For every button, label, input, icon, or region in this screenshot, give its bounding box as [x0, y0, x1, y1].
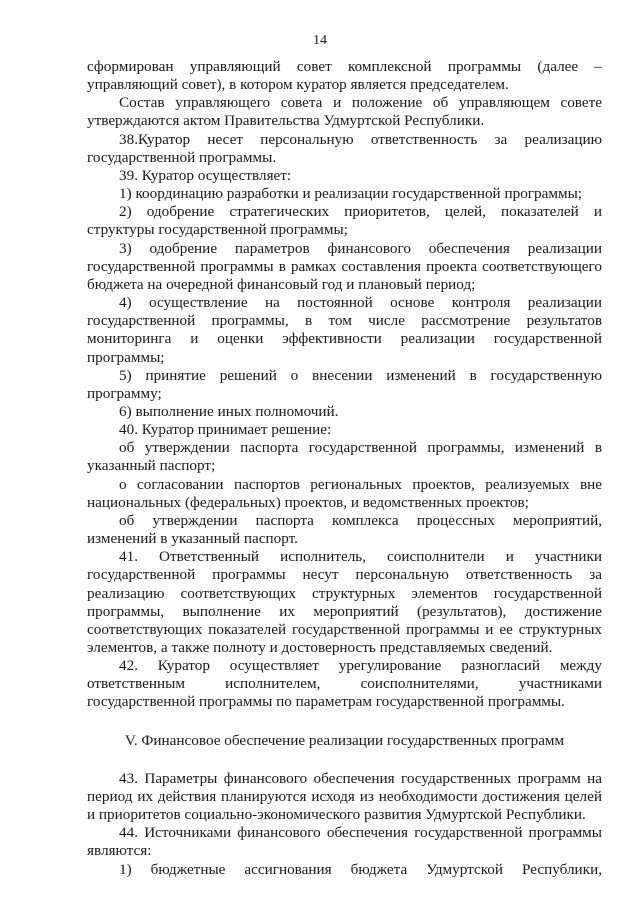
list-item-39-1: 1) координацию разработки и реализации государственной программы;: [119, 185, 582, 203]
paragraph-council-composition: Состав управляющего совета и положение об управляющем совете утверждаются актом Правительства Удмуртской Республики.: [87, 94, 602, 130]
paragraph-continuation: сформирован управляющий совет комплексной программы (далее – управляющий совет), в котором куратор является председателем.: [87, 58, 602, 94]
paragraph-42: 42. Куратор осуществляет урегулирование разногласий между ответственным исполнителем, соисполнителями, участниками государственной программы по параметрам государственной программы.: [87, 657, 602, 711]
list-item-44-1: 1) бюджетные ассигнования бюджета Удмуртской Республики,: [119, 860, 602, 878]
list-item-40-3: об утверждении паспорта комплекса процессных мероприятий, изменений в указанный паспорт.: [87, 511, 602, 548]
list-item-40-1: об утверждении паспорта государственной программы, изменений в указанный паспорт;: [87, 439, 602, 475]
spacer: [87, 712, 602, 732]
page-number: 14: [313, 33, 327, 48]
list-item-39-4: 4) осуществление на постоянной основе контроля реализации государственной программы, в том числе рассмотрение результатов мониторинга и оценки эффективности реализации государственной программы;: [87, 294, 602, 366]
spacer: [87, 750, 602, 770]
paragraph-38: 38.Куратор несет персональную ответственность за реализацию государственной программы.: [87, 130, 602, 166]
list-item-39-2: 2) одобрение стратегических приоритетов, целей, показателей и структуры государственной программы;: [87, 203, 602, 239]
paragraph-41: 41. Ответственный исполнитель, соисполнители и участники государственной программы несут персональную ответственность за реализацию соответствующих структурных элементов государственной программы, выполнение их мероприятий (результатов), достижение соответствующих показателей государственной программы и ее структурных элементов, а также полноту и достоверность представляемых сведений.: [87, 548, 602, 656]
list-item-39-3: 3) одобрение параметров финансового обеспечения реализации государственной программы в рамках составления проекта соответствующего бюджета на очередной финансовый год и плановый период;: [87, 239, 602, 293]
paragraph-43: 43. Параметры финансового обеспечения государственных программ на период их действия планируются исходя из необходимости достижения целей и приоритетов социально-экономического развития Удмуртской Республики.: [87, 769, 602, 824]
paragraph-39: 39. Куратор осуществляет:: [119, 166, 292, 184]
paragraph-44: 44. Источниками финансового обеспечения государственной программы являются:: [87, 824, 602, 860]
list-item-39-5: 5) принятие решений о внесении изменений в государственную программу;: [87, 366, 602, 402]
list-item-40-2: о согласовании паспортов региональных проектов, реализуемых вне национальных (федеральных) проектов, и ведомственных проектов;: [87, 475, 602, 511]
list-item-39-6: 6) выполнение иных полномочий.: [119, 402, 339, 420]
paragraph-40: 40. Куратор принимает решение:: [119, 421, 332, 439]
section-heading: V. Финансовое обеспечение реализации государственных программ: [124, 731, 565, 749]
document-body: [87, 58, 602, 879]
